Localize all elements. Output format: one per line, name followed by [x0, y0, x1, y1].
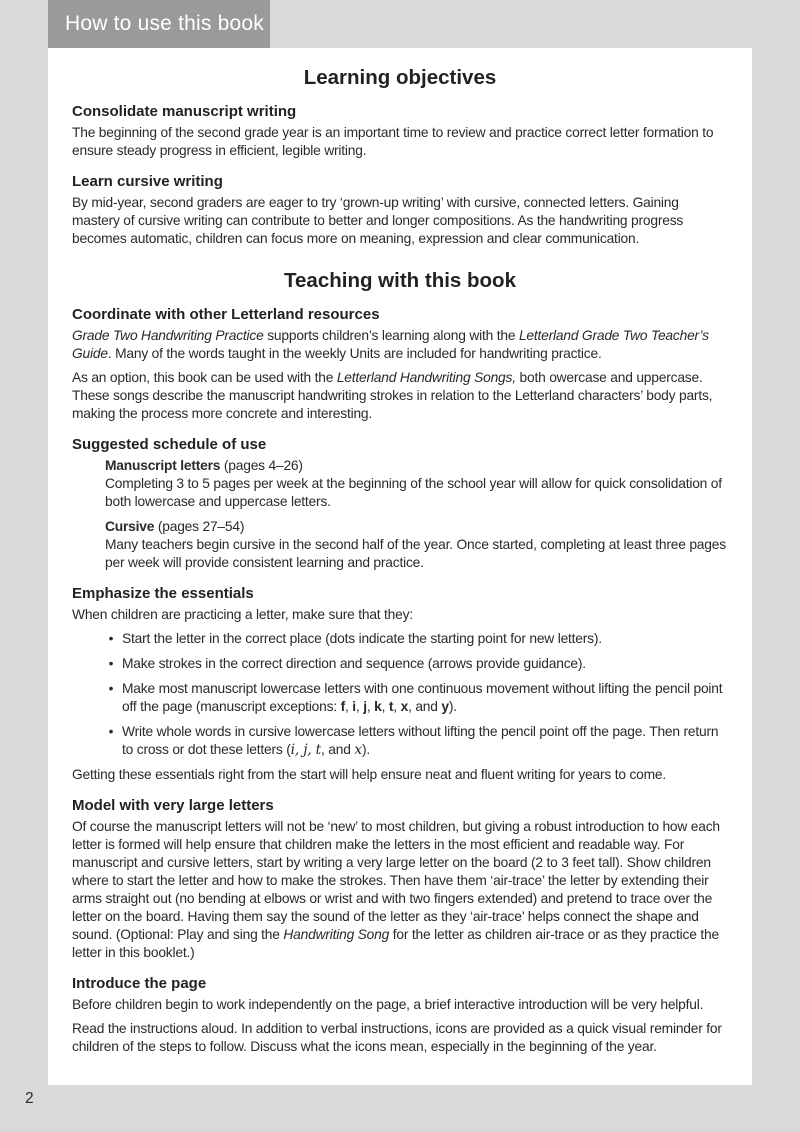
schedule-entry-cursive [105, 518, 728, 572]
page-number: 2 [25, 1090, 34, 1107]
content-page [48, 48, 752, 1085]
title-learning-objectives: Learning objectives [303, 66, 497, 89]
bullet-text: Start the letter in the correct place (dots indicate the starting point for new letters). [122, 631, 602, 646]
section-learn-cursive-writing [72, 173, 728, 248]
bullet-text: Make strokes in the correct direction and sequence (arrows provide guidance). [122, 656, 586, 671]
bullet-item [72, 680, 728, 716]
section-heading: Introduce the page [72, 975, 207, 992]
paragraph: Before children begin to work independently on the page, a brief interactive introduction will be very helpful. [72, 997, 704, 1012]
paragraph: Of course the manuscript letters will not be ‘new’ to most children, but giving a robust introduction to how each letter is formed will help ensure that children make the letters in the most efficient and readable way. For manuscript and cursive letters, start by writing a very large letter on the board (2 to 3 feet tall). Show children where to start the letter and how to make the strokes. Then have them ‘air-trace’ the letter by extending their arms straight out (no bending at elbows or wrist and with two fingers extended) and pretend to trace over the letter on the board. Having them say the sound of the letter as they ‘air-trace’ helps connect the shape and sound. (Optional: Play and sing the Handwriting Song for the letter as children air-trace or as they practice the letter in this booklet.) [72, 819, 720, 960]
bullet-text: Make most manuscript lowercase letters with one continuous movement without lifting the pencil point off the page (manuscript exceptions: f, i, j, k, t, x, and y). [122, 681, 723, 714]
paragraph: When children are practicing a letter, make sure that they: [72, 607, 413, 622]
section-heading: Suggested schedule of use [72, 436, 267, 453]
bullet-item [72, 723, 728, 759]
bullet-icon: • [108, 656, 114, 671]
bullet-icon: • [108, 724, 114, 739]
paragraph: By mid-year, second graders are eager to try ‘grown-up writing’ with cursive, connected letters. Gaining mastery of cursive writing can contribute to better and longer compositions. As the handwriting progress becomes automatic, children can focus more on meaning, expression and clear communication. [72, 195, 684, 246]
title-teaching-with-this-book: Teaching with this book [284, 269, 516, 292]
section-consolidate-manuscript-writing [72, 103, 728, 160]
section-introduce-the-page [72, 975, 728, 1056]
section-coordinate-letterland-resources [72, 306, 728, 423]
schedule-entry-manuscript [105, 457, 728, 511]
section-suggested-schedule [72, 436, 728, 572]
bullet-item [72, 630, 728, 648]
bullet-text: Write whole words in cursive lowercase letters without lifting the pencil point off the page. Then return to cross or dot these letters (i, j, t, and x). [122, 724, 719, 758]
chapter-tab [48, 0, 270, 48]
paragraph: As an option, this book can be used with the Letterland Handwriting Songs, both owercase and uppercase. These songs describe the manuscript handwriting strokes in relation to the Letterland characters’ body parts, making the process more concrete and interesting. [72, 370, 713, 421]
section-heading: Coordinate with other Letterland resources [72, 306, 380, 323]
bullet-list [72, 630, 728, 759]
schedule-entry-body: Completing 3 to 5 pages per week at the beginning of the school year will allow for quick consolidation of both lowercase and uppercase letters. [105, 476, 722, 509]
chapter-tab-title: How to use this book [65, 12, 264, 35]
section-heading: Learn cursive writing [72, 173, 223, 190]
section-emphasize-essentials [72, 585, 728, 784]
section-heading: Consolidate manuscript writing [72, 103, 297, 120]
section-model-large-letters [72, 797, 728, 962]
paragraph: The beginning of the second grade year is an important time to review and practice correct letter formation to ensure steady progress in efficient, legible writing. [72, 125, 714, 158]
paragraph: Read the instructions aloud. In addition to verbal instructions, icons are provided as a quick visual reminder for children of the steps to follow. Discuss what the icons mean, especially in the beginning of the year. [72, 1021, 722, 1054]
section-heading: Model with very large letters [72, 797, 274, 814]
schedule-entry-body: Many teachers begin cursive in the second half of the year. Once started, completing at least three pages per week will provide consistent learning and practice. [105, 537, 726, 570]
bullet-icon: • [108, 631, 114, 646]
paragraph: Getting these essentials right from the start will help ensure neat and fluent writing for years to come. [72, 767, 667, 782]
section-heading: Emphasize the essentials [72, 585, 254, 602]
schedule-entry-label: Manuscript letters (pages 4–26) [105, 458, 303, 473]
schedule-entry-label: Cursive (pages 27–54) [105, 519, 245, 534]
bullet-item [72, 655, 728, 673]
paragraph: Grade Two Handwriting Practice supports children’s learning along with the Letterland Grade Two Teacher’s Guide. Many of the words taught in the weekly Units are included for handwriting practice. [72, 328, 709, 361]
bullet-icon: • [108, 681, 114, 696]
